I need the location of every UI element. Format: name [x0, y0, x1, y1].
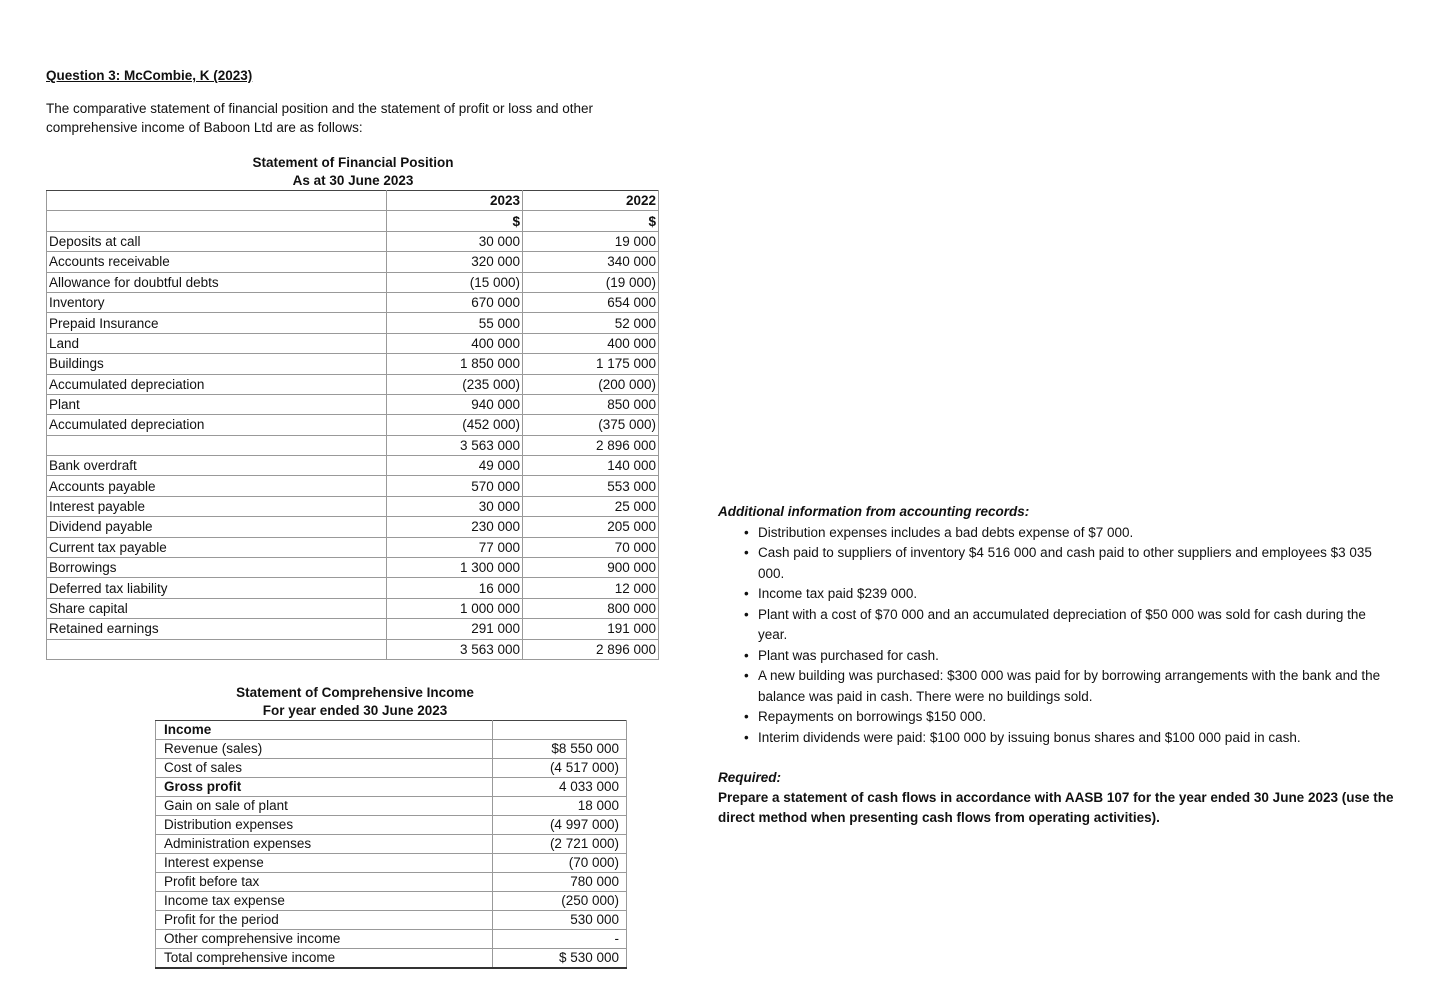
liabilities-total-2022: 2 896 000 [523, 639, 659, 659]
value-2023: 230 000 [387, 517, 523, 537]
value-2022: (375 000) [523, 415, 659, 435]
asset-row [47, 272, 659, 292]
value-2023: (452 000) [387, 415, 523, 435]
currency-2023: $ [387, 211, 523, 231]
income-label: Income tax expense [156, 892, 493, 911]
info-item [718, 728, 1398, 749]
asset-row [47, 292, 659, 312]
value-2023: 1 000 000 [387, 598, 523, 618]
value-2022: 19 000 [523, 231, 659, 251]
value-2023: 30 000 [387, 496, 523, 516]
income-label: Revenue (sales) [156, 740, 493, 759]
value-2022: 850 000 [523, 394, 659, 414]
value-2022: 1 175 000 [523, 354, 659, 374]
value-2022: 654 000 [523, 292, 659, 312]
line-item-label: Share capital [47, 598, 387, 618]
bullet-icon: • [744, 524, 749, 540]
sci-title: Statement of Comprehensive Income [236, 685, 474, 700]
col-2022-header: 2022 [523, 191, 659, 211]
income-label: Gross profit [156, 778, 493, 797]
header-row [47, 191, 659, 211]
value-2023: 1 300 000 [387, 558, 523, 578]
liability-row [47, 598, 659, 618]
income-value: (70 000) [493, 854, 627, 873]
liability-row [47, 558, 659, 578]
info-item [718, 523, 1398, 544]
liability-row [47, 578, 659, 598]
income-label: Profit before tax [156, 873, 493, 892]
asset-row [47, 252, 659, 272]
assets-total-2022: 2 896 000 [523, 435, 659, 455]
liability-row [47, 517, 659, 537]
value-2023: 77 000 [387, 537, 523, 557]
income-label: Cost of sales [156, 759, 493, 778]
income-row [156, 911, 627, 930]
value-2022: 52 000 [523, 313, 659, 333]
income-row [156, 740, 627, 759]
income-row [156, 797, 627, 816]
line-item-label: Bank overdraft [47, 456, 387, 476]
value-2022: (200 000) [523, 374, 659, 394]
sci-subtitle: For year ended 30 June 2023 [262, 703, 448, 718]
income-value: 18 000 [493, 797, 627, 816]
income-row [156, 949, 627, 969]
bullet-icon: • [744, 647, 749, 663]
income-value: 780 000 [493, 873, 627, 892]
income-value: $ 530 000 [493, 949, 627, 969]
info-item [718, 543, 1398, 584]
value-2023: 16 000 [387, 578, 523, 598]
info-text: Distribution expenses includes a bad debts expense of $7 000. [758, 524, 1134, 540]
income-label: Distribution expenses [156, 816, 493, 835]
line-item-label: Allowance for doubtful debts [47, 272, 387, 292]
line-item-label: Retained earnings [47, 619, 387, 639]
value-2022: 340 000 [523, 252, 659, 272]
required-section [718, 768, 1408, 828]
value-2022: (19 000) [523, 272, 659, 292]
value-2023: (235 000) [387, 374, 523, 394]
asset-row [47, 374, 659, 394]
liability-row [47, 476, 659, 496]
info-text: Plant with a cost of $70 000 and an accumulated depreciation of $50 000 was sold for cash during the year. [758, 606, 1366, 642]
line-item-label: Deposits at call [47, 231, 387, 251]
col-2023-header: 2023 [387, 191, 523, 211]
info-text: Repayments on borrowings $150 000. [758, 709, 987, 724]
total-blank [47, 639, 387, 659]
sfp-heading [228, 154, 478, 190]
total-blank [47, 435, 387, 455]
info-item [718, 584, 1398, 605]
info-item [718, 666, 1398, 707]
line-item-label: Deferred tax liability [47, 578, 387, 598]
income-row [156, 930, 627, 949]
asset-row [47, 313, 659, 333]
info-text: Income tax paid $239 000. [758, 586, 918, 601]
assets-total-row [47, 435, 659, 455]
required-text: Prepare a statement of cash flows in accordance with AASB 107 for the year ended 30 June 2023 (use the direct method when presenting cash flows from operating activities). [718, 790, 1394, 825]
income-row [156, 759, 627, 778]
bullet-icon: • [744, 668, 749, 683]
value-2022: 900 000 [523, 558, 659, 578]
asset-row [47, 415, 659, 435]
value-2023: 320 000 [387, 252, 523, 272]
line-item-label: Plant [47, 394, 387, 414]
info-item [718, 646, 1398, 667]
income-label: Gain on sale of plant [156, 797, 493, 816]
value-2023: 570 000 [387, 476, 523, 496]
value-2022: 70 000 [523, 537, 659, 557]
info-text: Cash paid to suppliers of inventory $4 516 000 and cash paid to other suppliers and employees $3 035 000. [758, 545, 1372, 581]
income-value [493, 721, 627, 740]
value-2022: 191 000 [523, 619, 659, 639]
value-2023: 30 000 [387, 231, 523, 251]
liability-row [47, 496, 659, 516]
comprehensive-income-table [155, 720, 627, 969]
liability-row [47, 537, 659, 557]
additional-info-list [718, 523, 1398, 749]
value-2023: 55 000 [387, 313, 523, 333]
value-2023: 940 000 [387, 394, 523, 414]
currency-blank [47, 211, 387, 231]
value-2022: 400 000 [523, 333, 659, 353]
liability-row [47, 619, 659, 639]
additional-information [718, 502, 1398, 748]
income-value: (2 721 000) [493, 835, 627, 854]
income-value: (4 517 000) [493, 759, 627, 778]
income-label: Profit for the period [156, 911, 493, 930]
income-value: (4 997 000) [493, 816, 627, 835]
value-2023: 670 000 [387, 292, 523, 312]
income-value: 530 000 [493, 911, 627, 930]
currency-2022: $ [523, 211, 659, 231]
line-item-label: Prepaid Insurance [47, 313, 387, 333]
info-item [718, 707, 1398, 728]
line-item-label: Interest payable [47, 496, 387, 516]
line-item-label: Accumulated depreciation [47, 374, 387, 394]
income-label: Administration expenses [156, 835, 493, 854]
value-2023: 1 850 000 [387, 354, 523, 374]
liabilities-total-2023: 3 563 000 [387, 639, 523, 659]
value-2022: 25 000 [523, 496, 659, 516]
assets-total-2023: 3 563 000 [387, 435, 523, 455]
info-text: Interim dividends were paid: $100 000 by issuing bonus shares and $100 000 paid in cash. [758, 729, 1301, 745]
value-2023: 400 000 [387, 333, 523, 353]
income-label: Income [156, 721, 493, 740]
value-2023: (15 000) [387, 272, 523, 292]
bullet-icon: • [744, 586, 749, 601]
income-row [156, 721, 627, 740]
line-item-label: Accumulated depreciation [47, 415, 387, 435]
income-row [156, 873, 627, 892]
line-item-label: Borrowings [47, 558, 387, 578]
bullet-icon: • [744, 709, 749, 724]
header-blank [47, 191, 387, 211]
sci-heading [205, 684, 505, 720]
value-2022: 800 000 [523, 598, 659, 618]
info-item [718, 605, 1398, 646]
asset-row [47, 394, 659, 414]
line-item-label: Inventory [47, 292, 387, 312]
asset-row [47, 231, 659, 251]
value-2022: 205 000 [523, 517, 659, 537]
info-text: Plant was purchased for cash. [758, 647, 939, 663]
income-label: Other comprehensive income [156, 930, 493, 949]
income-row [156, 892, 627, 911]
value-2022: 553 000 [523, 476, 659, 496]
financial-position-table [46, 190, 659, 660]
income-value: 4 033 000 [493, 778, 627, 797]
income-row [156, 816, 627, 835]
bullet-icon: • [744, 729, 749, 745]
sfp-title: Statement of Financial Position [252, 155, 454, 170]
income-row [156, 778, 627, 797]
info-text: A new building was purchased: $300 000 was paid for by borrowing arrangements with the bank and the balance was paid in cash. There were no buildings sold. [758, 668, 1381, 704]
line-item-label: Accounts receivable [47, 252, 387, 272]
value-2022: 12 000 [523, 578, 659, 598]
value-2022: 140 000 [523, 456, 659, 476]
question-title: Question 3: McCombie, K (2023) [46, 68, 253, 83]
value-2023: 49 000 [387, 456, 523, 476]
income-value: - [493, 930, 627, 949]
income-row [156, 835, 627, 854]
liability-row [47, 456, 659, 476]
currency-row [47, 211, 659, 231]
additional-info-heading: Additional information from accounting records: [718, 504, 1030, 519]
liabilities-total-row [47, 639, 659, 659]
bullet-icon: • [744, 545, 749, 560]
line-item-label: Current tax payable [47, 537, 387, 557]
income-label: Total comprehensive income [156, 949, 493, 969]
income-label: Interest expense [156, 854, 493, 873]
asset-row [47, 333, 659, 353]
bullet-icon: • [744, 606, 749, 622]
income-value: $8 550 000 [493, 740, 627, 759]
required-heading: Required: [718, 770, 782, 785]
income-value: (250 000) [493, 892, 627, 911]
line-item-label: Accounts payable [47, 476, 387, 496]
income-row [156, 854, 627, 873]
line-item-label: Land [47, 333, 387, 353]
asset-row [47, 354, 659, 374]
line-item-label: Buildings [47, 354, 387, 374]
value-2023: 291 000 [387, 619, 523, 639]
intro-text: The comparative statement of financial position and the statement of profit or loss and other comprehensive income of Baboon Ltd are as follows: [46, 101, 594, 135]
line-item-label: Dividend payable [47, 517, 387, 537]
sfp-subtitle: As at 30 June 2023 [292, 173, 414, 188]
